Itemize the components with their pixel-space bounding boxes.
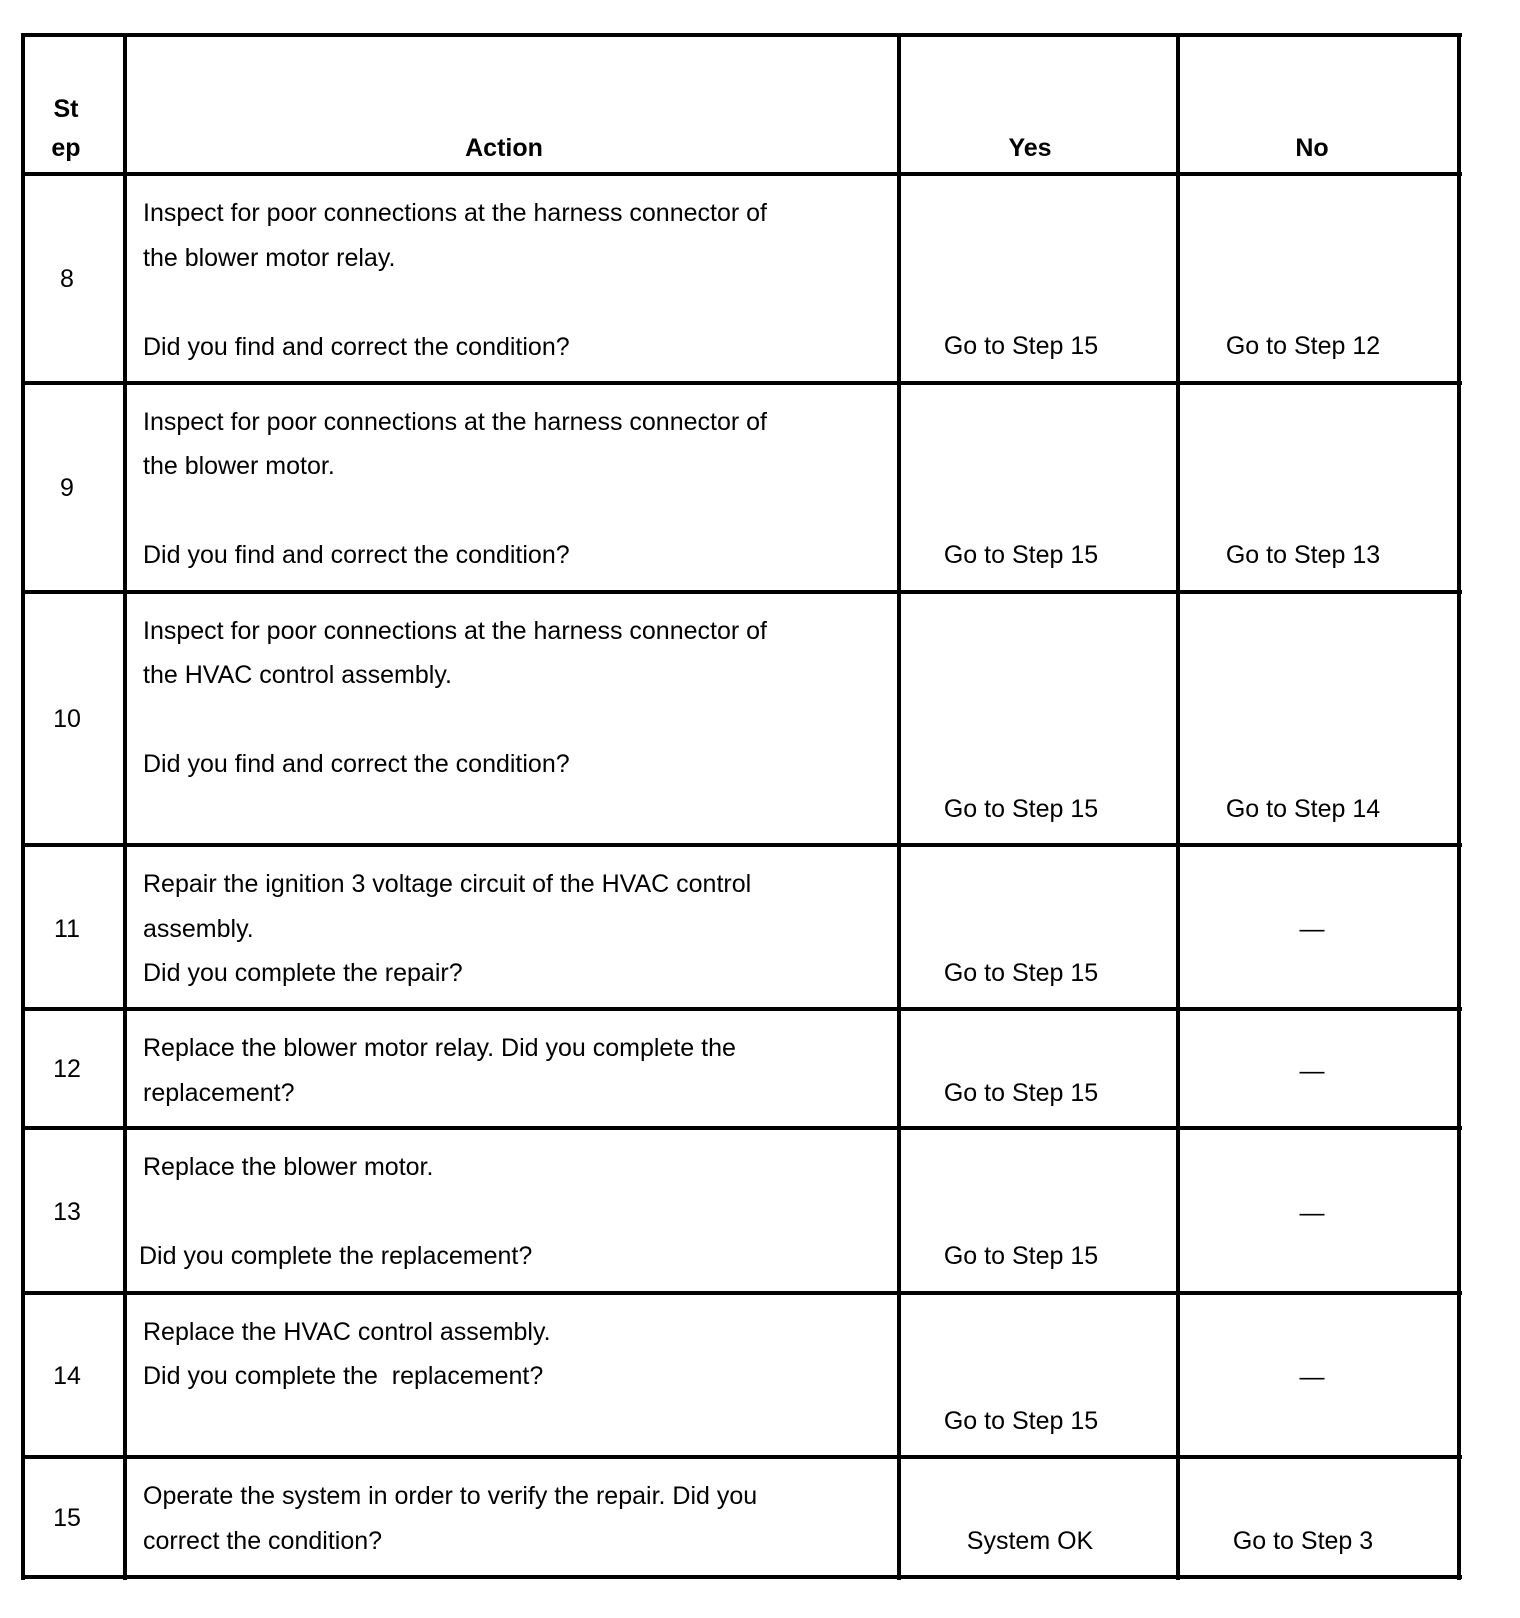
- no-result: Go to Step 3: [1232, 1526, 1374, 1555]
- no-result: —: [1299, 914, 1325, 943]
- header-yes: Yes: [1008, 133, 1052, 162]
- row-divider: [21, 1126, 1462, 1130]
- yes-result: Go to Step 15: [943, 1078, 1099, 1107]
- action-text: assembly.: [143, 914, 254, 943]
- header-step: St: [53, 94, 79, 123]
- row-divider: [21, 1575, 1462, 1579]
- header-no: No: [1295, 133, 1329, 162]
- step-number: 14: [53, 1362, 81, 1391]
- action-text: Did you complete the replacement?: [143, 1362, 544, 1391]
- action-text: Inspect for poor connections at the harness connector of: [143, 407, 767, 436]
- row-divider: [21, 33, 1462, 37]
- row-divider: [21, 172, 1462, 176]
- no-result: —: [1299, 1057, 1325, 1086]
- action-text: Replace the HVAC control assembly.: [143, 1317, 551, 1346]
- header-action: Action: [465, 133, 543, 162]
- column-divider: [897, 33, 901, 1580]
- step-number: 8: [60, 265, 74, 294]
- action-text: Did you complete the replacement?: [139, 1242, 533, 1271]
- action-text: Did you find and correct the condition?: [143, 750, 570, 779]
- no-result: —: [1299, 1363, 1325, 1392]
- action-text: correct the condition?: [143, 1526, 383, 1555]
- row-divider: [21, 1291, 1462, 1295]
- action-text: Operate the system in order to verify the repair. Did you: [143, 1482, 758, 1511]
- action-text: Replace the blower motor.: [143, 1153, 434, 1182]
- step-number: 13: [53, 1197, 81, 1226]
- action-text: Did you complete the repair?: [143, 959, 463, 988]
- step-number: 15: [53, 1503, 81, 1532]
- no-result: —: [1299, 1198, 1325, 1227]
- yes-result: Go to Step 15: [943, 1242, 1099, 1271]
- action-text: Repair the ignition 3 voltage circuit of the HVAC control: [143, 870, 752, 899]
- yes-result: Go to Step 15: [943, 541, 1099, 570]
- yes-result: System OK: [966, 1526, 1094, 1555]
- yes-result: Go to Step 15: [943, 1406, 1099, 1435]
- yes-result: Go to Step 15: [943, 794, 1099, 823]
- row-divider: [21, 843, 1462, 847]
- header-step: ep: [51, 133, 81, 162]
- action-text: Did you find and correct the condition?: [143, 332, 570, 361]
- no-result: Go to Step 14: [1225, 794, 1381, 823]
- column-divider: [21, 33, 25, 1580]
- action-text: the blower motor.: [143, 452, 335, 481]
- action-text: the blower motor relay.: [143, 243, 396, 272]
- column-divider: [1457, 33, 1461, 1580]
- action-text: the HVAC control assembly.: [143, 661, 452, 690]
- step-number: 12: [53, 1055, 81, 1084]
- column-divider: [1176, 33, 1180, 1580]
- action-text: replacement?: [143, 1078, 295, 1107]
- action-text: Replace the blower motor relay. Did you complete the: [143, 1034, 736, 1063]
- no-result: Go to Step 13: [1225, 541, 1381, 570]
- yes-result: Go to Step 15: [943, 958, 1099, 987]
- yes-result: Go to Step 15: [943, 332, 1099, 361]
- no-result: Go to Step 12: [1225, 332, 1381, 361]
- step-number: 10: [53, 704, 81, 733]
- step-number: 11: [54, 914, 80, 943]
- action-text: Did you find and correct the condition?: [143, 541, 570, 570]
- action-text: Inspect for poor connections at the harness connector of: [143, 199, 767, 227]
- row-divider: [21, 1007, 1462, 1011]
- row-divider: [21, 1455, 1462, 1459]
- row-divider: [21, 590, 1462, 594]
- row-divider: [21, 381, 1462, 385]
- column-divider: [123, 33, 127, 1580]
- action-text: Inspect for poor connections at the harness connector of: [143, 616, 767, 645]
- step-number: 9: [60, 474, 74, 503]
